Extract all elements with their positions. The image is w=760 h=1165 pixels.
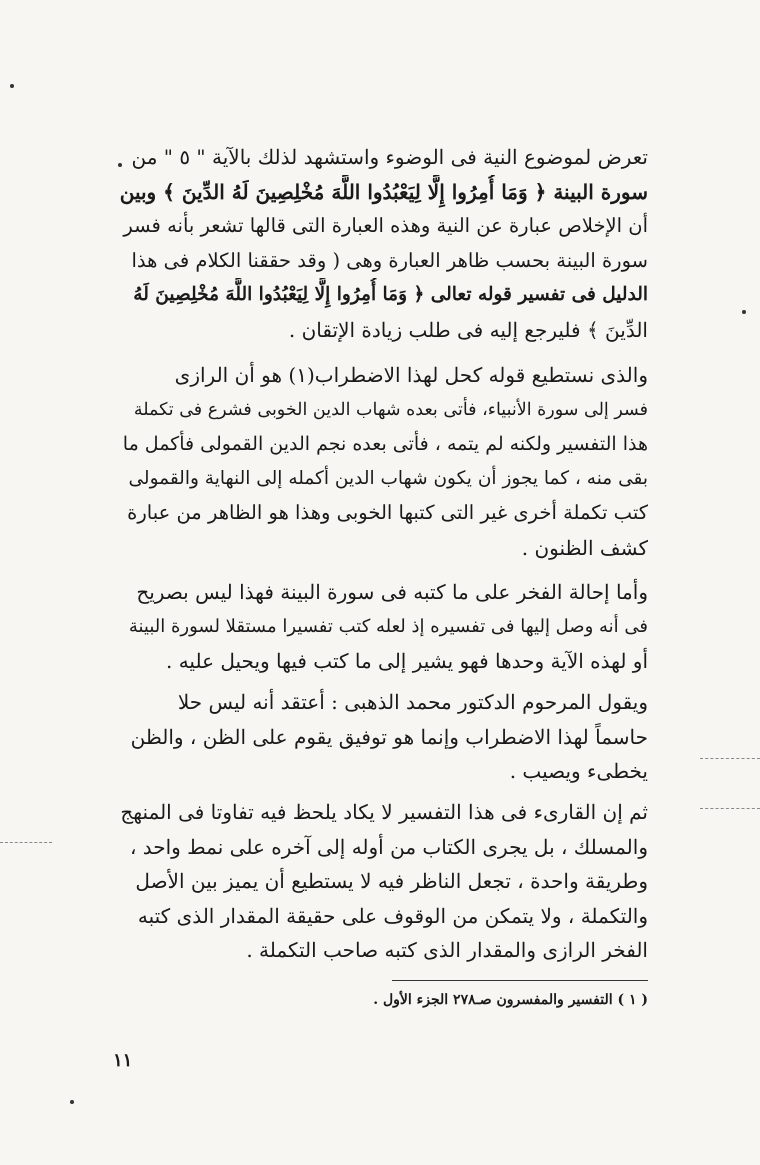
scan-speck [70, 1100, 74, 1104]
scan-mark [700, 808, 760, 809]
text-line: والذى نستطيع قوله كحل لهذا الاضطراب(١) هو أن الرازى [174, 363, 648, 387]
scan-mark [0, 842, 52, 843]
text-line: سورة البينة ﴿ وَمَا أُمِرُوا إِلَّا لِيَعْبُدُوا اللَّهَ مُخْلِصِينَ لَهُ الدِّينَ ﴾ وبين [120, 179, 648, 204]
text-line: كشف الظنون . [521, 535, 648, 560]
footnote-divider [392, 980, 648, 981]
paragraph-5 [120, 795, 648, 968]
scan-speck [10, 84, 14, 88]
scan-speck [742, 310, 746, 314]
scan-mark [700, 758, 760, 759]
text-line: حاسماً لهذا الاضطراب وإنما هو توفيق يقوم على الظن ، والظن [130, 724, 648, 749]
text-line: وأما إحالة الفخر على ما كتبه فى سورة البينة فهذا ليس بصريح [136, 580, 648, 604]
text-line: يخطىء ويصيب . [509, 759, 648, 783]
page-number: ١١ [113, 1050, 133, 1071]
text-line: كتب تكملة أخرى غير التى كتبها الخوبى وهذا هو الظاهر من عبارة [127, 501, 648, 524]
text-line: تعرض لموضوع النية فى الوضوء واستشهد لذلك بالآية " ٥ " من [131, 145, 648, 169]
text-line: أو لهذه الآية وحدها فهو يشير إلى ما كتب فيها ويحيل عليه . [165, 649, 648, 673]
text-line: ثم إن القارىء فى هذا التفسير لا يكاد يلحظ فيه تفاوتا فى المنهج [120, 800, 648, 824]
scan-speck [118, 163, 122, 167]
text-line: فسر إلى سورة الأنبياء، فأتى بعده شهاب الدين الخوبى فشرع فى تكملة [133, 399, 648, 420]
text-line: بقى منه ، كما يجوز أن يكون شهاب الدين أكمله إلى النهاية والقمولى [128, 467, 648, 489]
text-line: وطريقة واحدة ، تجعل الناظر فيه لا يستطيع أن يميز بين الأصل [135, 869, 648, 893]
text-line: فى أنه وصل إليها فى تفسيره إذ لعله كتب تفسيرا مستقلا لسورة البينة [128, 615, 648, 637]
text-line: الدليل فى تفسير قوله تعالى ﴿ وَمَا أُمِرُوا إِلَّا لِيَعْبُدُوا اللَّهَ مُخْلِصِينَ لَهُ [133, 284, 648, 305]
text-line: والتكملة ، ولا يتمكن من الوقوف على حقيقة المقدار الذى كتبه [137, 903, 648, 928]
paragraph-3 [120, 575, 648, 679]
paragraph-4 [120, 685, 648, 789]
text-line: سورة البينة بحسب ظاهر العبارة وهى ( وقد حققنا الكلام فى هذا [131, 248, 648, 272]
footnote: ( ١ ) التفسير والمفسرون صـ٢٧٨ الجزء الأول . [373, 992, 648, 1008]
paragraph-2 [120, 358, 648, 565]
paragraph-1 [120, 140, 648, 347]
text-line: الفخر الرازى والمقدار الذى كتبه صاحب التكملة . [246, 938, 648, 962]
text-line: أن الإخلاص عبارة عن النية وهذه العبارة التى قالها تشعر بأنه فسر [123, 214, 648, 237]
text-line: هذا التفسير ولكنه لم يتمه ، فأتى بعده نجم الدين القمولى فأكمل ما [122, 433, 648, 455]
text-line: والمسلك ، بل يجرى الكتاب من أوله إلى آخره على نمط واحد ، [129, 834, 648, 859]
text-line: ويقول المرحوم الدكتور محمد الذهبى : أعتقد أنه ليس حلا [177, 690, 648, 714]
text-line: الدِّينَ ﴾ فليرجع إليه فى طلب زيادة الإتقان . [288, 317, 648, 342]
